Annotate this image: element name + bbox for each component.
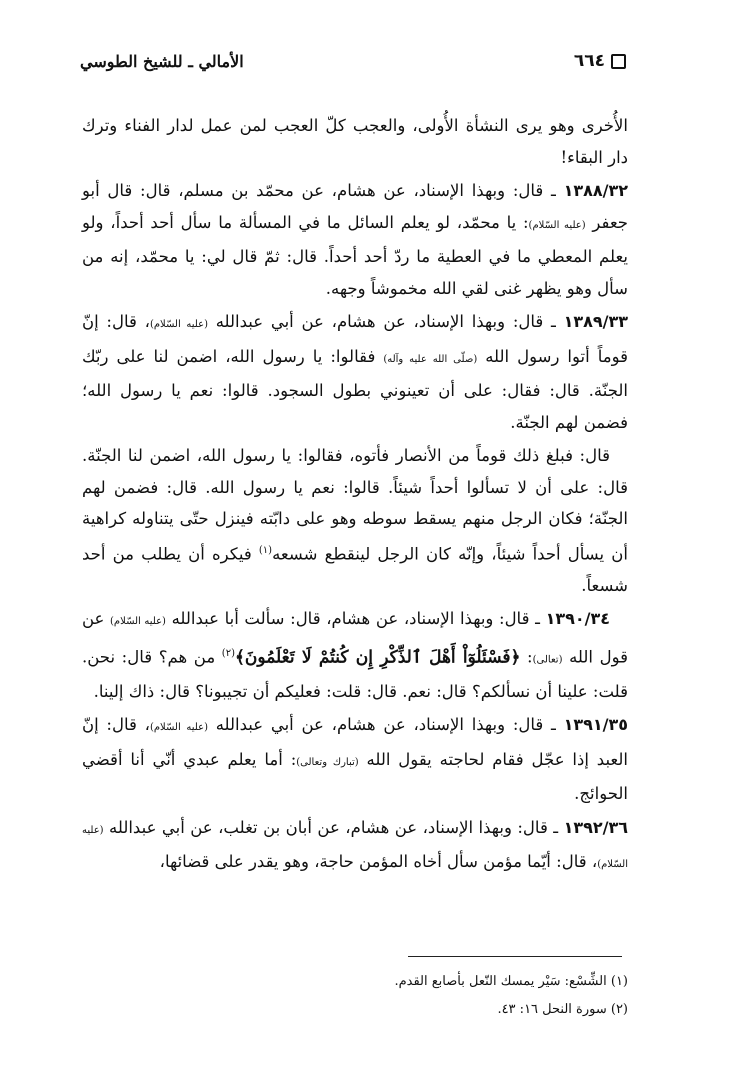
text-run: ـ قال: وبهذا الإسناد، عن هشام، عن أبان بن تغلب، عن أبي عبدالله: [103, 817, 564, 837]
footnote-ref: (٢): [221, 647, 235, 659]
quran-verse: ﴿فَسْئَلُوٓاْ أَهْلَ ٱلذِّكْرِ إِن كُنتُمْ لَا تَعْلَمُونَ﴾: [234, 647, 521, 667]
text-run: فيكره أن يطلب من أحد شسعاً.: [82, 544, 628, 595]
main-text: [82, 110, 628, 883]
text-run: : أما يعلم عبدي أنّي أنا أقضي الحوائج.: [82, 749, 628, 803]
honorific: (عليه السّلام): [149, 722, 208, 733]
text-run: ، قال: إنّ قوماً أتوا رسول الله: [82, 312, 628, 366]
footnote-2: (٢) سورة النحل ١٦: ٤٣.: [497, 1002, 628, 1017]
footnotes: [82, 968, 628, 1024]
footnote-1: (١) الشِّسْع: سَيْر يمسك النّعل بأصابع القدم.: [394, 974, 628, 989]
running-title: الأمالي ـ للشيخ الطوسي: [80, 51, 244, 71]
page-header: [80, 46, 626, 76]
text-run: من هم؟ قال: نحن. قلت: علينا أن نسألكم؟ قال: نعم. قال: قلت: فعليكم أن تجيبونا؟ قال: ذاك إلينا.: [82, 647, 628, 701]
text-run: ـ قال: وبهذا الإسناد، عن هشام، عن أبي عبدالله: [207, 715, 564, 734]
text-run: الأُخرى وهو يرى النشأة الأُولى، والعجب كلّ العجب لمن عمل لدار الفناء وترك دار البقاء!: [82, 116, 628, 167]
square-box-icon: [611, 54, 626, 69]
text-run: ـ قال: وبهذا الإسناد، عن هشام، عن محمّد بن مسلم، قال: قال أبو جعفر: [82, 181, 629, 232]
hadith-number: ١٣٩٠/٣٤: [545, 609, 610, 628]
hadith-number: ١٣٨٩/٣٣: [563, 312, 629, 331]
text-run: ، قال: أيّما مؤمن سأل أخاه المؤمن حاجة، وهو يقدر على قضائها،: [159, 852, 598, 871]
text-run: قال: فبلغ ذلك قوماً من الأنصار فأتوه، فقالوا: يا رسول الله، اضمن لنا الجنّة. قال: على أن لا تسألوا أحداً شيئاً. قالوا: نعم يا رسول الله. قال: فضمن لهم الجنّة؛ فكان الرجل منهم يسقط سوطه وهو على دابّته فينزل حتّى يتناوله كراهية أن يسأل أحداً شيئاً، وإنّه كان الرجل لينقطع شسعه: [82, 446, 628, 563]
paragraph: [82, 175, 628, 304]
honorific: (صلّى الله عليه وآله): [383, 353, 478, 365]
paragraph: [82, 812, 628, 881]
page-number: ٦٦٤: [573, 51, 605, 71]
honorific: (عليه السّلام): [110, 616, 166, 627]
footnote-ref: (١): [258, 544, 273, 556]
paragraph: [82, 603, 628, 707]
honorific: (عليه السّلام): [528, 219, 586, 231]
paragraph: [82, 440, 628, 601]
honorific: (عليه السّلام): [149, 319, 208, 330]
text-run: ـ قال: وبهذا الإسناد، عن هشام، قال: سألت أبا عبدالله: [165, 609, 546, 628]
paragraph: [82, 306, 628, 438]
honorific: (عليه السّلام): [82, 824, 628, 870]
text-run: ـ قال: وبهذا الإسناد، عن هشام، عن أبي عبدالله: [207, 312, 564, 331]
paragraph: [82, 709, 628, 810]
hadith-number: ١٣٨٨/٣٢: [563, 181, 628, 200]
honorific: (تبارك وتعالى): [296, 756, 359, 768]
footnote-divider: [408, 956, 622, 957]
text-run: : يا محمّد، لو يعلم السائل ما في المسألة ما سأل أحد أحداً، ولو يعلم المعطي ما في العطية ما ردّ أحد أحداً. قال: ثمّ قال لي: يا محمّد، إنه من سأل وهو يظهر غنى لقي الله مخموشاً وجهه.: [82, 212, 628, 298]
text-run: فقالوا: يا رسول الله، اضمن لنا على ربّك الجنّة. قال: فقال: على أن تعينوني بطول السجود. قالوا: نعم يا رسول الله؛ فضمن لهم الجنّة.: [82, 346, 628, 432]
honorific: (تعالى): [532, 654, 563, 665]
paragraph: [82, 110, 628, 173]
text-run: ، قال: إنّ العبد إذا عجّل فقام لحاجته يقول الله: [82, 715, 629, 769]
hadith-number: ١٣٩٢/٣٦: [563, 817, 628, 837]
text-run: :: [520, 647, 533, 666]
hadith-number: ١٣٩١/٣٥: [563, 715, 629, 734]
text-run: عن قول الله: [82, 609, 628, 666]
page-number-group: [574, 51, 626, 71]
